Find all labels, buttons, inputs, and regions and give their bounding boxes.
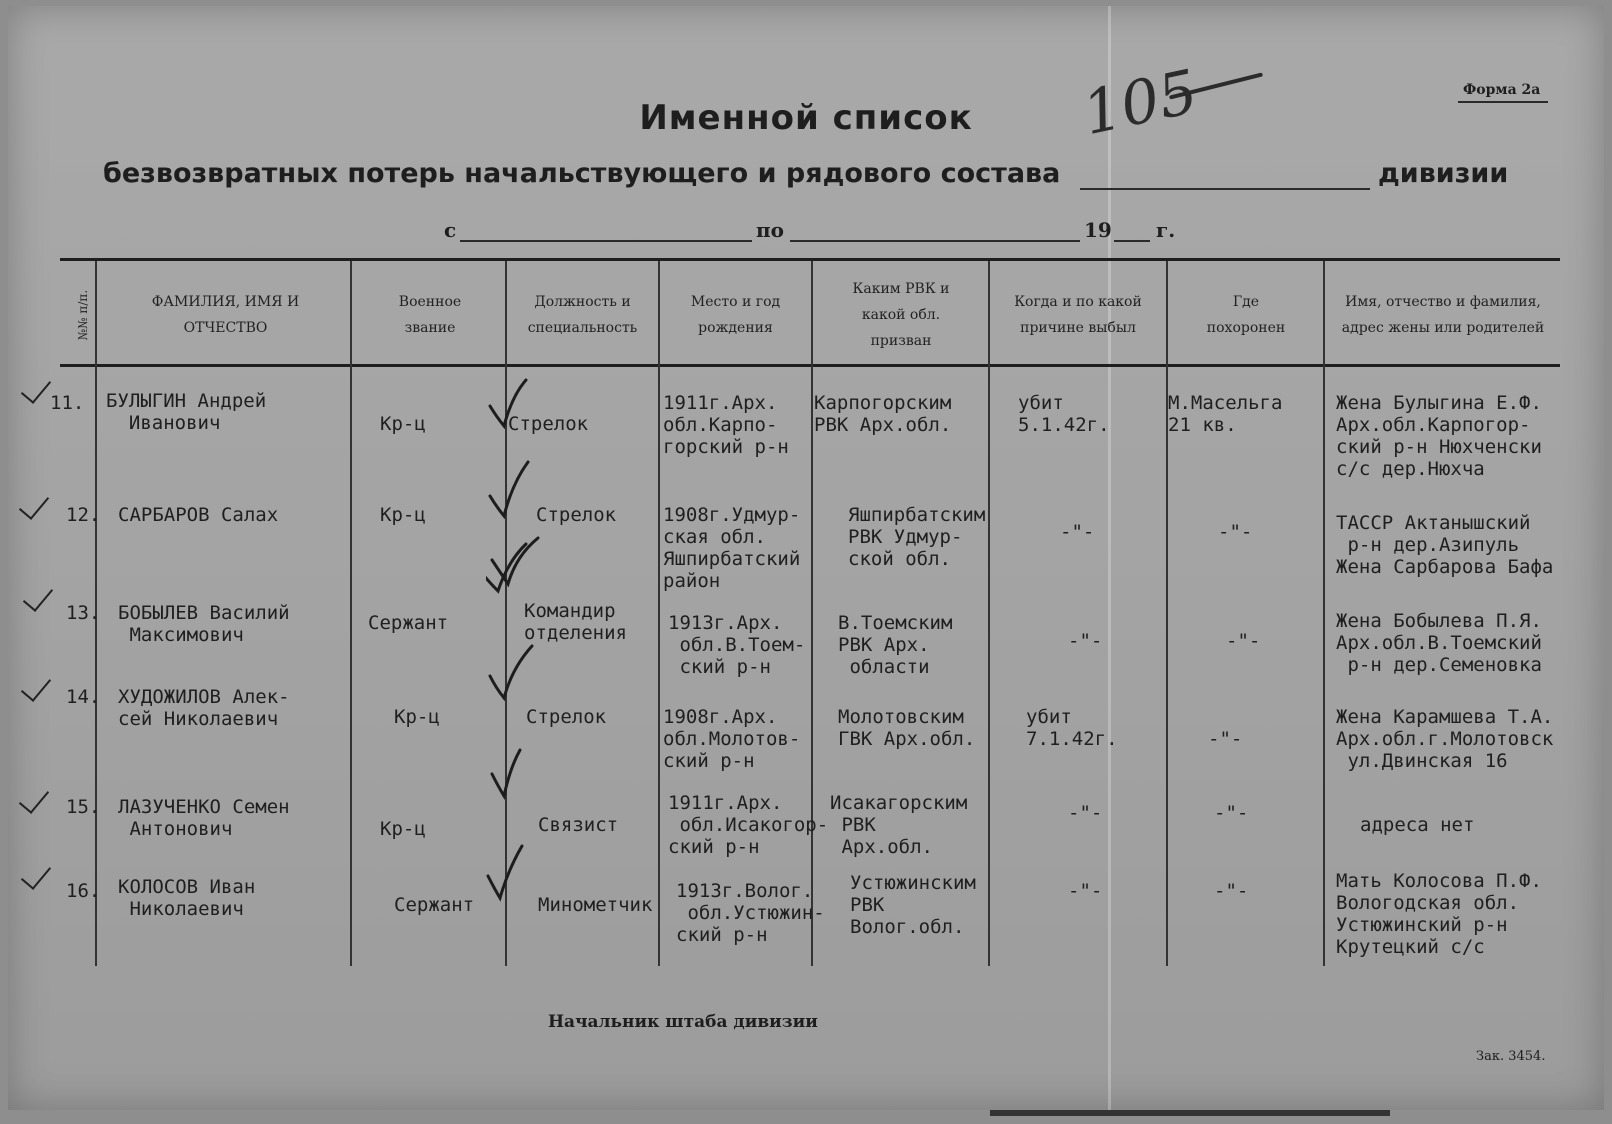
row-when: -"- [1068, 880, 1103, 902]
row-rvk: Устюжинским РВК Волог.обл. [850, 872, 976, 938]
row-rvk: В.Тоемским РВК Арх. области [838, 612, 953, 678]
row-buried: -"- [1226, 630, 1261, 652]
column-divider [1323, 261, 1325, 966]
row-number: 14. [66, 686, 101, 708]
check-mark-icon [21, 670, 51, 702]
table-header-rule [60, 364, 1560, 367]
row-position: Связист [538, 814, 619, 836]
row-relatives: Жена Булыгина Е.Ф. Арх.обл.Карпогор- ский р-н Нюхченски с/с дер.Нюхча [1336, 392, 1542, 480]
column-divider [1166, 261, 1168, 966]
row-position: Стрелок [536, 504, 617, 526]
column-header-name: ФАМИЛИЯ, ИМЯ И ОТЧЕСТВО [151, 294, 300, 336]
row-relatives: Жена Бобылева П.Я. Арх.обл.В.Тоемский р-н дер.Семеновка [1336, 610, 1542, 676]
row-buried: М.Масельга 21 кв. [1168, 392, 1283, 436]
row-when: -"- [1068, 802, 1103, 824]
check-mark-icon [19, 488, 49, 520]
row-birth: 1913г.Арх. обл.В.Тоем- ский р-н [668, 612, 806, 678]
row-number: 13. [66, 602, 101, 624]
column-header-buried: Где похоронен [1206, 294, 1286, 336]
check-mark-icon [19, 782, 49, 814]
column-header-birth: Место и год рождения [690, 294, 781, 336]
column-divider [350, 261, 352, 966]
row-when: убит 5.1.42г. [1018, 392, 1110, 436]
row-position: Командир отделения [524, 600, 627, 644]
row-name: САРБАРОВ Салах [118, 504, 279, 526]
row-buried: -"- [1208, 728, 1243, 750]
to-blank-line [790, 240, 1080, 242]
row-when: -"- [1068, 630, 1103, 652]
row-birth: 1911г.Арх. обл.Исакогор- ский р-н [668, 792, 829, 858]
row-name: БОБЫЛЕВ Василий Максимович [118, 602, 290, 646]
row-rank: Сержант [394, 894, 475, 916]
from-label: с [444, 218, 457, 242]
handwritten-ticks-icon [486, 376, 546, 956]
division-word: дивизии [1378, 158, 1509, 189]
row-name: ЛАЗУЧЕНКО Семен Антонович [118, 796, 290, 840]
row-rank: Кр-ц [394, 706, 440, 728]
row-buried: -"- [1214, 880, 1249, 902]
row-rvk: Исакагорским РВК Арх.обл. [830, 792, 968, 858]
row-name: ХУДОЖИЛОВ Алек- сей Николаевич [118, 686, 290, 730]
scan-edge [990, 1110, 1390, 1116]
order-number: Зак. 3454. [1476, 1049, 1546, 1064]
page-subtitle: безвозвратных потерь начальствующего и рядового состава [103, 158, 1061, 189]
row-rvk: Молотовским ГВК Арх.обл. [838, 706, 976, 750]
row-number: 11. [50, 392, 85, 414]
division-blank-line [1080, 188, 1370, 190]
row-birth: 1908г.Удмур- ская обл. Яшпирбатский район [663, 504, 801, 592]
row-birth: 1911г.Арх. обл.Карпо- горский р-н [663, 392, 789, 458]
year-label: 19 [1084, 218, 1112, 242]
row-rank: Кр-ц [380, 818, 426, 840]
check-mark-icon [21, 858, 51, 890]
row-rank: Кр-ц [380, 504, 426, 526]
to-label: по [756, 218, 784, 242]
row-number: 15. [66, 796, 101, 818]
row-buried: -"- [1214, 802, 1249, 824]
from-blank-line [460, 240, 752, 242]
row-buried: -"- [1218, 521, 1253, 543]
row-name: КОЛОСОВ Иван Николаевич [118, 876, 256, 920]
row-name: БУЛЫГИН Андрей Иванович [106, 390, 267, 434]
column-header-rvk: Каким РВК и какой обл. призван [852, 281, 950, 349]
check-mark-icon [21, 372, 51, 404]
column-header-when: Когда и по какой причине выбыл [1014, 294, 1142, 336]
row-birth: 1913г.Волог. обл.Устюжин- ский р-н [676, 880, 825, 946]
paper-fold [1108, 6, 1111, 1110]
column-header-position: Должность и специальность [527, 294, 638, 336]
row-birth: 1908г.Арх. обл.Молотов- ский р-н [663, 706, 801, 772]
row-position: Стрелок [526, 706, 607, 728]
column-divider [811, 261, 813, 966]
row-rank: Сержант [368, 612, 449, 634]
year-suffix: г. [1156, 218, 1176, 242]
row-relatives: ТАССР Актанышский р-н дер.Азипуль Жена Сарбарова Бафа [1336, 512, 1554, 578]
column-header-relatives: Имя, отчество и фамилия, адрес жены или родителей [1341, 294, 1545, 336]
row-position: Минометчик [538, 894, 653, 916]
year-blank-line [1114, 240, 1150, 242]
column-header-rank: Военное звание [398, 294, 462, 336]
signature-label: Начальник штаба дивизии [548, 1012, 818, 1032]
column-divider [658, 261, 660, 966]
page-title: Именной список [639, 98, 973, 138]
paper-sheet [8, 6, 1604, 1110]
row-rvk: Карпогорским РВК Арх.обл. [814, 392, 952, 436]
row-relatives: Мать Колосова П.Ф. Вологодская обл. Устюжинский р-н Крутецкий с/с [1336, 870, 1542, 958]
row-relatives: адреса нет [1360, 814, 1475, 836]
row-relatives: Жена Карамшева Т.А. Арх.обл.г.Молотовск ул.Двинская 16 [1336, 706, 1554, 772]
column-header-number: №№ п/п. [76, 289, 91, 341]
row-position: Стрелок [508, 413, 589, 435]
check-mark-icon [23, 580, 53, 612]
handwritten-number: 105 [1076, 56, 1204, 150]
column-divider [988, 261, 990, 966]
row-when: убит 7.1.42г. [1026, 706, 1118, 750]
table-top-rule [60, 258, 1560, 261]
row-rank: Кр-ц [380, 413, 426, 435]
row-rvk: Яшпирбатским РВК Удмур- ской обл. [848, 504, 986, 570]
row-number: 12. [66, 504, 101, 526]
form-label: Форма 2а [1463, 82, 1541, 98]
row-number: 16. [66, 880, 101, 902]
row-when: -"- [1060, 521, 1095, 543]
